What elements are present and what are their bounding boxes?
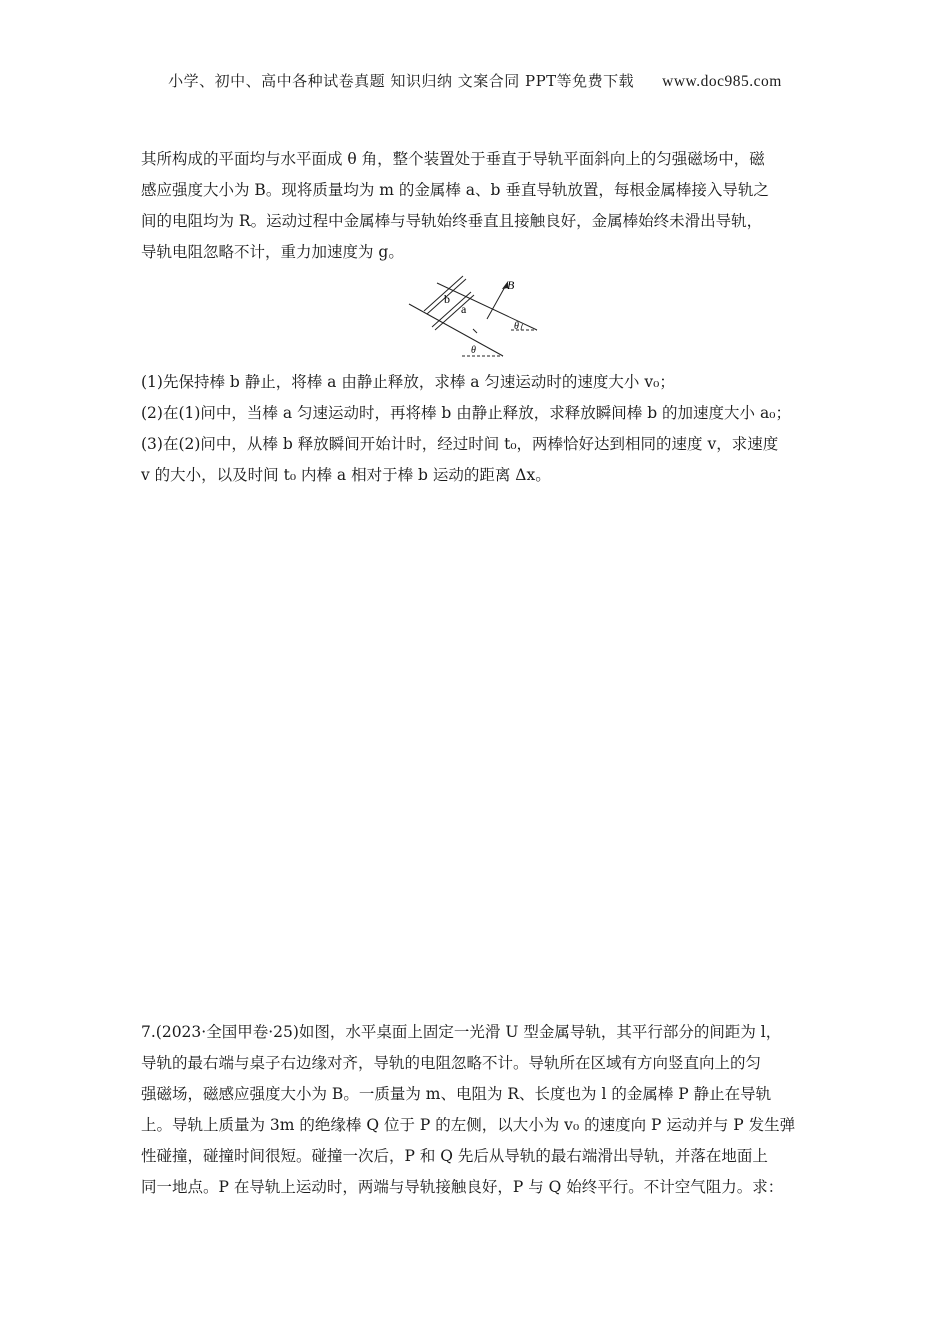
problem-7-line-4: 上。导轨上质量为 3m 的绝缘棒 Q 位于 P 的左侧，以大小为 v₀ 的速度向 P 运动并与 P 发生弹: [141, 1116, 796, 1134]
problem-7-line-1: 7.(2023·全国甲卷·25)如图，水平桌面上固定一光滑 U 型金属导轨，其平行部分的间距为 l，: [141, 1023, 782, 1041]
inclined-rails-figure: [407, 273, 542, 358]
problem-intro: [141, 144, 813, 268]
lower-angle-label: θ: [471, 345, 476, 356]
problem-7: [141, 1017, 813, 1203]
bar-b-label: b: [444, 292, 450, 306]
bar-a-edge-2: [435, 295, 474, 330]
field-label: B: [507, 278, 515, 292]
problem-7-line-3: 强磁场，磁感应强度大小为 B。一质量为 m、电阻为 R、长度也为 l 的金属棒 P 静止在导轨: [141, 1085, 772, 1103]
inclined-rails-diagram: [407, 273, 542, 358]
question-2: (2)在(1)问中，当棒 a 匀速运动时，再将棒 b 由静止释放，求释放瞬间棒 b 的加速度大小 a₀；: [141, 404, 791, 422]
question-3-line-2: v 的大小，以及时间 t₀ 内棒 a 相对于棒 b 运动的距离 Δx。: [141, 466, 551, 484]
header-text: 小学、初中、高中各种试卷真题 知识归纳 文案合同 PPT等免费下载: [168, 72, 635, 90]
intro-line-4: 导轨电阻忽略不计，重力加速度为 g。: [141, 243, 404, 261]
intro-line-2: 感应强度大小为 B。现将质量均为 m 的金属棒 a、b 垂直导轨放置，每根金属棒接入导轨之: [141, 181, 769, 199]
problem-7-line-6: 同一地点。P 在导轨上运动时，两端与导轨接触良好，P 与 Q 始终平行。不计空气阻力。求：: [141, 1178, 784, 1196]
questions: [141, 367, 813, 491]
bar-a-label: a: [461, 302, 467, 316]
intro-line-1: 其所构成的平面均与水平面成 θ 角，整个装置处于垂直于导轨平面斜向上的匀强磁场中，磁: [141, 150, 765, 168]
rail-upper: [437, 283, 537, 330]
intro-line-3: 间的电阻均为 R。运动过程中金属棒与导轨始终垂直且接触良好，金属棒始终未滑出导轨，: [141, 212, 763, 230]
header-site: www.doc985.com: [662, 73, 782, 90]
question-1: (1)先保持棒 b 静止，将棒 a 由静止释放，求棒 a 匀速运动时的速度大小 v₀；: [141, 373, 675, 391]
rail-lower-end: [473, 329, 477, 333]
problem-7-line-2: 导轨的最右端与桌子右边缘对齐，导轨的电阻忽略不计。导轨所在区域有方向竖直向上的匀: [141, 1054, 762, 1072]
page-header: [0, 70, 950, 91]
question-3-line-1: (3)在(2)问中，从棒 b 释放瞬间开始计时，经过时间 t₀，两棒恰好达到相同的速度 v，求速度: [141, 435, 779, 453]
problem-7-line-5: 性碰撞，碰撞时间很短。碰撞一次后，P 和 Q 先后从导轨的最右端滑出导轨，并落在地面上: [141, 1147, 768, 1165]
upper-angle-label: θ: [514, 321, 519, 332]
upper-angle-arc: [521, 324, 523, 330]
